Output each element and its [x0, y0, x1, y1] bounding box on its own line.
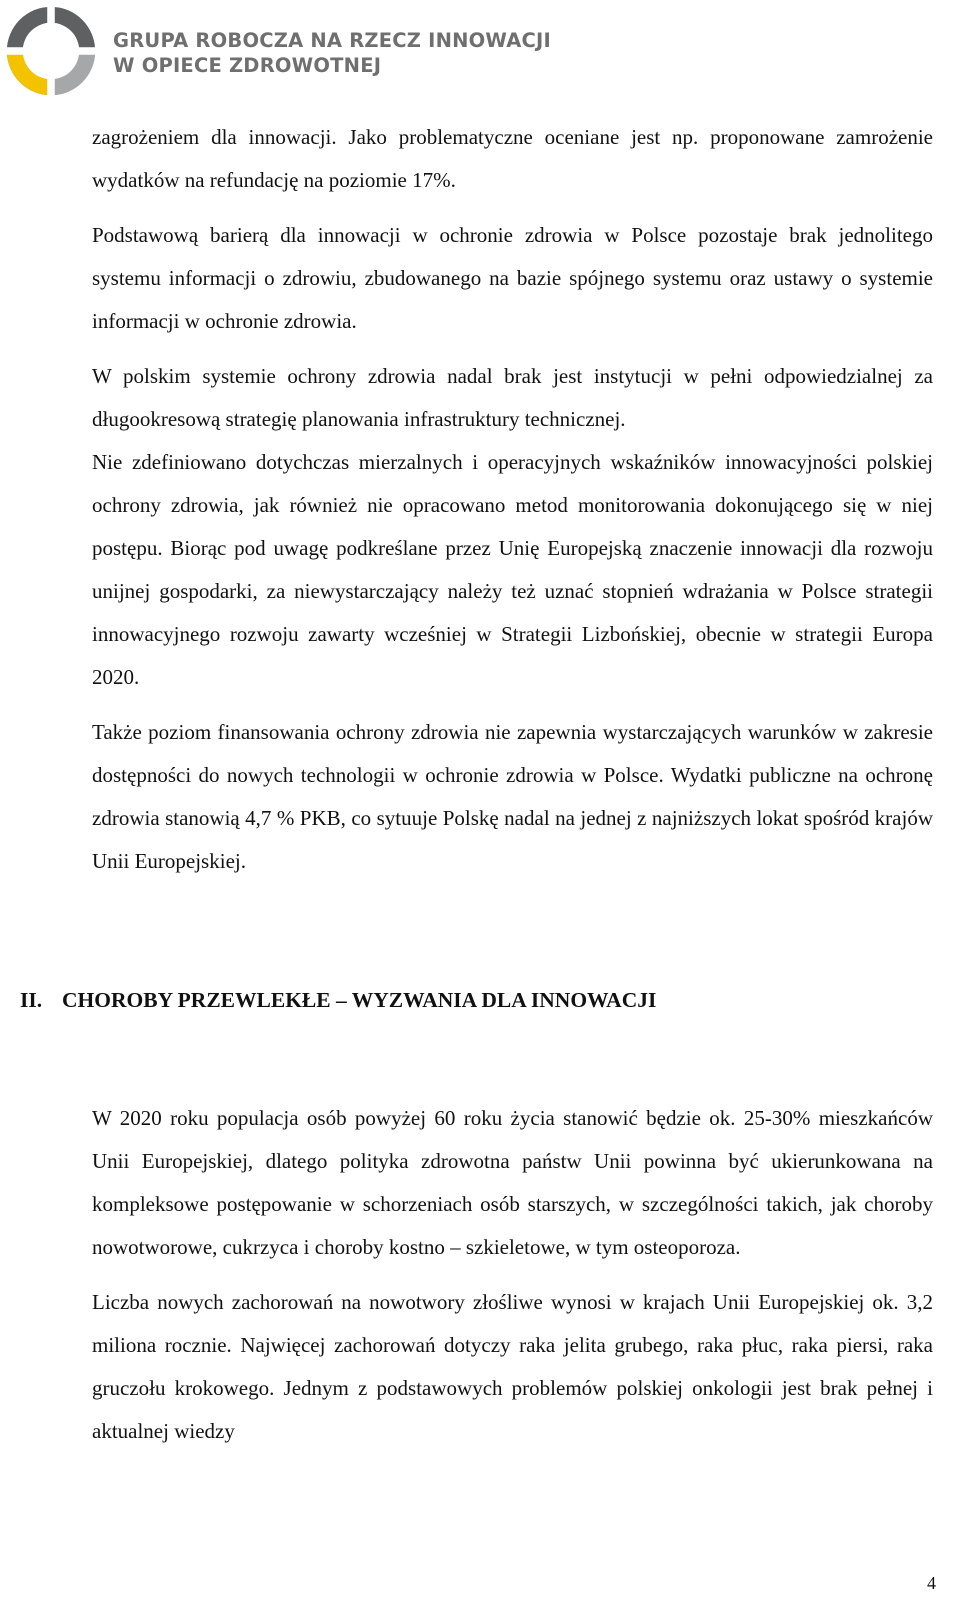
- organization-name-line-1: GRUPA ROBOCZA NA RZECZ INNOWACJI: [113, 29, 551, 52]
- paragraph-4: Nie zdefiniowano dotychczas mierzalnych i operacyjnych wskaźników innowacyjności polskiej ochrony zdrowia, jak również nie opracowano metod monitorowania dokonującego się w niej postępu. Biorąc pod uwagę podkreślane przez Unię Europejską znaczenie innowacji dla rozwoju unijnej gospodarki, za niewystarczający należy też uznać stopnień wdrażania w Polsce strategii innowacyjnego rozwoju zawarty wcześniej w Strategii Lizbońskiej, obecnie w strategii Europa 2020.: [92, 450, 933, 689]
- section-number: II.: [20, 988, 43, 1012]
- paragraph-2: Podstawową barierą dla innowacji w ochronie zdrowia w Polsce pozostaje brak jednolitego systemu informacji o zdrowiu, zbudowanego na bazie spójnego systemu oraz ustawy o systemie informacji w ochronie zdrowia.: [92, 223, 933, 333]
- page-header: [0, 0, 960, 100]
- section-heading: [20, 988, 656, 1013]
- section-paragraph-1: W 2020 roku populacja osób powyżej 60 roku życia stanowić będzie ok. 25-30% mieszkańców Unii Europejskiej, dlatego polityka zdrowotna państw Unii powinna być ukierunkowana na kompleksowe postępowanie w schorzeniach osób starszych, w szczególności takich, jak choroby nowotworowe, cukrzyca i choroby kostno – szkieletowe, w tym osteoporoza.: [92, 1106, 933, 1259]
- organization-name-line-2: W OPIECE ZDROWOTNEJ: [113, 54, 382, 77]
- section-text: [92, 1097, 933, 1453]
- section-title: CHOROBY PRZEWLEKŁE – WYZWANIA DLA INNOWACJI: [62, 988, 657, 1012]
- organization-logo-icon: [4, 4, 98, 98]
- section-paragraph-2: Liczba nowych zachorowań na nowotwory złośliwe wynosi w krajach Unii Europejskiej ok. 3,2 miliona rocznie. Najwięcej zachorowań dotyczy raka jelita grubego, raka płuc, raka piersi, raka gruczołu krokowego. Jednym z podstawowych problemów polskiej onkologii jest brak pełnej i aktualnej wiedzy: [92, 1290, 933, 1443]
- page-number: 4: [927, 1573, 936, 1593]
- paragraph-5: Także poziom finansowania ochrony zdrowia nie zapewnia wystarczających warunków w zakresie dostępności do nowych technologii w ochronie zdrowia w Polsce. Wydatki publiczne na ochronę zdrowia stanowią 4,7 % PKB, co sytuuje Polskę nadal na jednej z najniższych lokat spośród krajów Unii Europejskiej.: [92, 720, 933, 873]
- paragraph-1: zagrożeniem dla innowacji. Jako problematyczne oceniane jest np. proponowane zamrożenie wydatków na refundację na poziomie 17%.: [92, 125, 933, 192]
- organization-name: [113, 28, 551, 78]
- main-text: [92, 116, 933, 883]
- paragraph-3: W polskim systemie ochrony zdrowia nadal brak jest instytucji w pełni odpowiedzialnej za długookresową strategię planowania infrastruktury technicznej.: [92, 364, 933, 431]
